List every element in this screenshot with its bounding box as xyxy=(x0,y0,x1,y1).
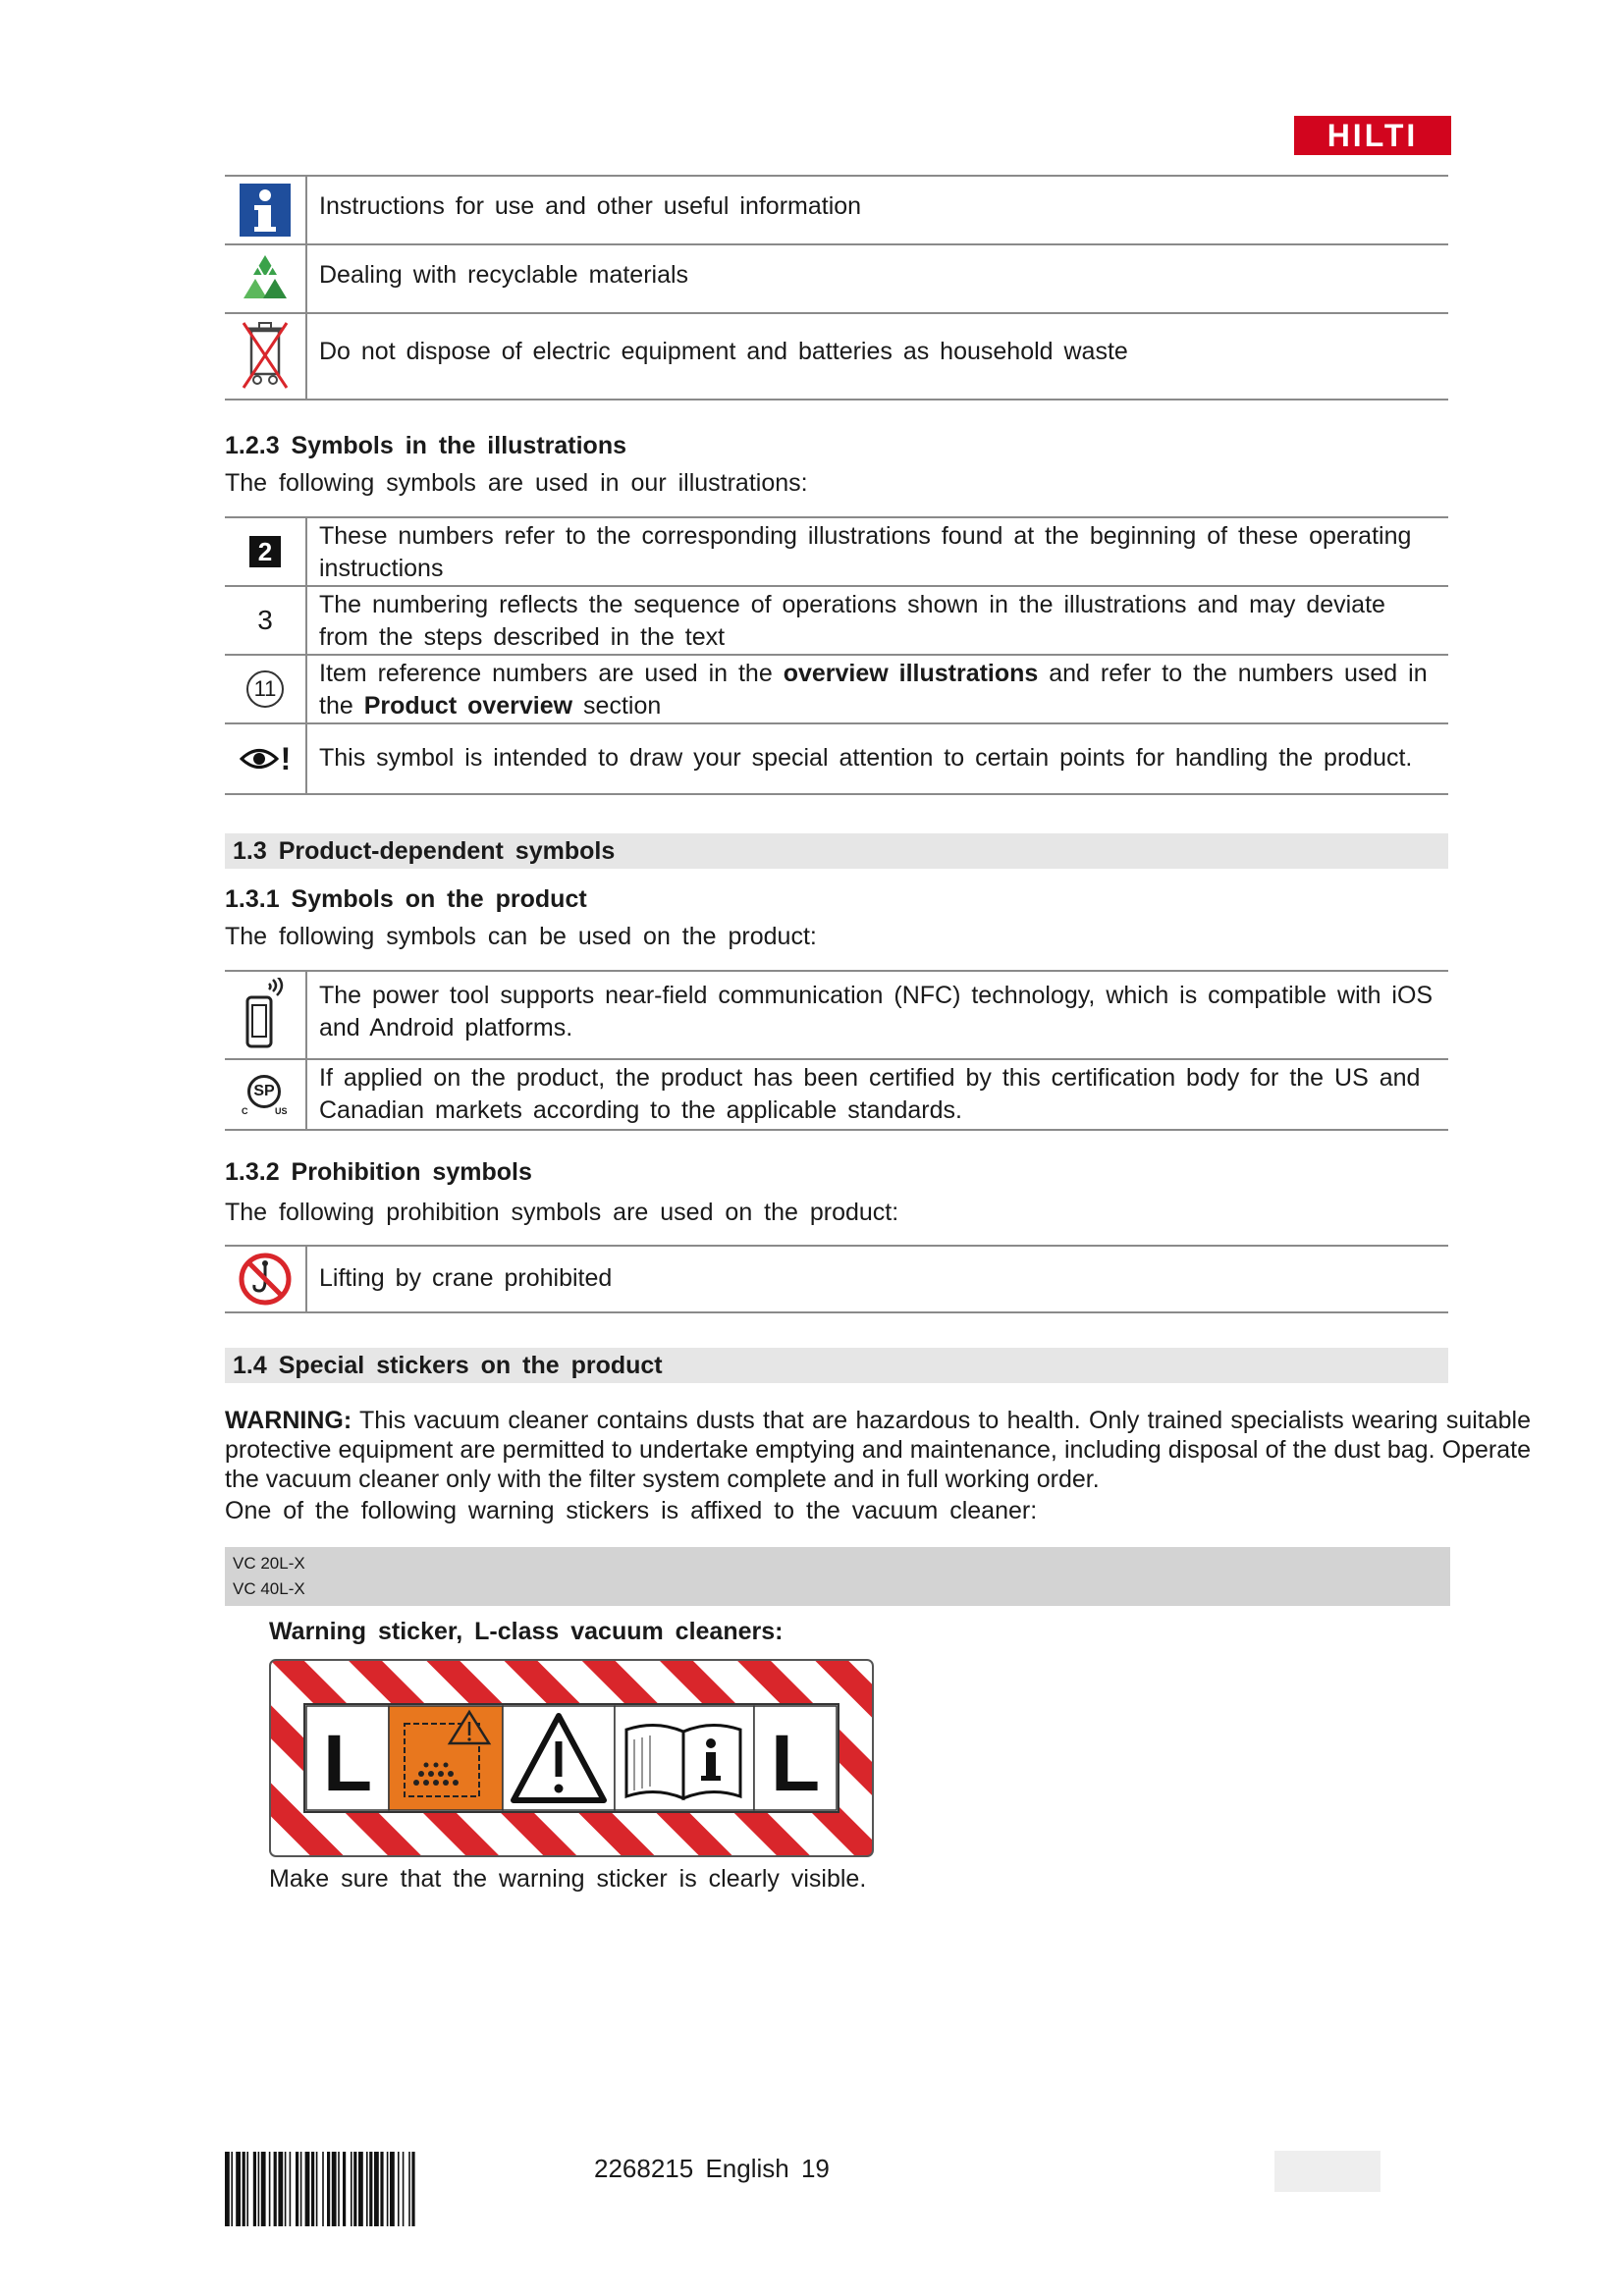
barcode-bar xyxy=(246,2152,248,2226)
barcode-bar xyxy=(269,2152,271,2226)
barcode-bar xyxy=(403,2152,405,2226)
table-row xyxy=(225,177,1448,245)
barcode-bar xyxy=(366,2152,368,2226)
barcode-bar xyxy=(225,2152,230,2226)
barcode-bar xyxy=(358,2152,363,2226)
barcode-bar xyxy=(290,2152,292,2226)
barcode-bar xyxy=(243,2152,245,2226)
section-1-3-1-heading: 1.3.1 Symbols on the product xyxy=(225,885,587,913)
sticker-letter-left: L xyxy=(322,1719,373,1808)
warning-text: This vacuum cleaner contains dusts that are hazardous to health. Only trained specialists wearing suitable protective equipment are permitted to undertake emptying and maintenance, including disposal of the dust bag. Operate the vacuum cleaner only with the filter system complete and in full working order. xyxy=(225,1407,1531,1493)
section-1-3-2-intro: The following prohibition symbols are used on the product: xyxy=(225,1199,899,1226)
barcode-bar xyxy=(231,2152,233,2226)
warning-paragraph xyxy=(225,1406,1531,1494)
table-row xyxy=(225,518,1448,587)
section-1-2-3-intro: The following symbols are used in our illustrations: xyxy=(225,469,808,497)
barcode-bar xyxy=(322,2152,324,2226)
section-1-3-2-heading: 1.3.2 Prohibition symbols xyxy=(225,1158,532,1186)
row-text-part: section xyxy=(572,692,662,720)
row-text: Dealing with recyclable materials xyxy=(319,261,689,289)
warning-label: WARNING: xyxy=(225,1407,352,1434)
item-reference-icon xyxy=(225,656,307,722)
sticker-title: Warning sticker, L-class vacuum cleaners: xyxy=(269,1618,784,1645)
barcode-bar xyxy=(390,2152,395,2226)
csa-c-label: C xyxy=(242,1106,248,1116)
barcode-bar xyxy=(408,2152,410,2226)
eye-attention-icon xyxy=(225,724,307,793)
row-text-bold: Product overview xyxy=(363,692,573,720)
warning-sticker xyxy=(267,1657,876,1859)
barcode-bar xyxy=(305,2152,310,2226)
table-row xyxy=(225,1247,1448,1313)
row-text: The power tool supports near-field communication (NFC) technology, which is compatible with iOS and Android platforms. xyxy=(319,982,1434,1041)
row-text: Lifting by crane prohibited xyxy=(319,1264,613,1292)
csa-cert-icon xyxy=(225,1060,307,1129)
section-1-3-1-intro: The following symbols can be used on the product: xyxy=(225,923,817,950)
logo-text: HILTI xyxy=(1326,118,1419,153)
barcode-bar xyxy=(374,2152,379,2226)
crossed-bin-icon xyxy=(225,314,307,399)
barcode-bar xyxy=(316,2152,318,2226)
table-row xyxy=(225,314,1448,400)
barcode-bar xyxy=(387,2152,389,2226)
section-1-2-3-heading: 1.2.3 Symbols in the illustrations xyxy=(225,432,626,459)
barcode-bar xyxy=(296,2152,298,2226)
model-variants-box xyxy=(225,1547,1450,1606)
barcode-bar xyxy=(398,2152,400,2226)
barcode-bar xyxy=(369,2152,372,2226)
table-row xyxy=(225,245,1448,314)
illustration-symbols-table xyxy=(225,516,1448,795)
sequence-number-label: 3 xyxy=(257,605,273,635)
no-crane-icon xyxy=(225,1247,307,1311)
footer-page-box xyxy=(1274,2151,1380,2192)
row-text: These numbers refer to the corresponding illustrations found at the beginning of these operating instructions xyxy=(319,522,1412,582)
hilti-logo xyxy=(1294,116,1451,155)
section-1-4-heading: 1.4 Special stickers on the product xyxy=(225,1348,1448,1383)
barcode-bar xyxy=(338,2152,340,2226)
recycle-icon xyxy=(225,245,307,312)
barcode-bar xyxy=(300,2152,302,2226)
csa-us-label: US xyxy=(275,1106,288,1116)
model-variant: VC 40L-X xyxy=(233,1579,305,1598)
barcode-bar xyxy=(274,2152,277,2226)
row-text xyxy=(307,656,1448,722)
attention-mark: ! xyxy=(280,740,292,776)
table-row xyxy=(225,587,1448,656)
number-box-label: 2 xyxy=(249,536,281,567)
sticker-letter-right: L xyxy=(770,1719,821,1808)
barcode-bar xyxy=(253,2152,256,2226)
table-row xyxy=(225,1060,1448,1131)
row-text: If applied on the product, the product has been certified by this certification body for the US and Canadian markets according to the applicable standards. xyxy=(319,1064,1421,1124)
product-symbols-table xyxy=(225,970,1448,1131)
barcode-bar xyxy=(343,2152,346,2226)
barcode xyxy=(225,2152,564,2226)
barcode-bar xyxy=(258,2152,260,2226)
nfc-phone-icon xyxy=(225,972,307,1058)
barcode-bar xyxy=(380,2152,383,2226)
barcode-bar xyxy=(261,2152,266,2226)
row-text: The numbering reflects the sequence of operations shown in the illustrations and may deviate from the steps described in the text xyxy=(319,591,1385,651)
csa-mark: SP xyxy=(247,1075,281,1108)
sticker-note: Make sure that the warning sticker is clearly visible. xyxy=(269,1865,867,1893)
info-icon xyxy=(225,177,307,243)
number-box-icon xyxy=(225,518,307,585)
barcode-bar xyxy=(327,2152,330,2226)
barcode-bar xyxy=(278,2152,283,2226)
row-text: Instructions for use and other useful information xyxy=(319,192,862,220)
row-text: This symbol is intended to draw your special attention to certain points for handling the product. xyxy=(319,744,1413,772)
general-symbols-table xyxy=(225,175,1448,400)
barcode-bar xyxy=(311,2152,314,2226)
barcode-bar xyxy=(332,2152,337,2226)
barcode-bar xyxy=(285,2152,287,2226)
row-text-part: and refer to the numbers used in the xyxy=(319,660,1428,720)
row-text: Do not dispose of electric equipment and batteries as household waste xyxy=(319,338,1128,365)
table-row xyxy=(225,656,1448,724)
row-text-part: Item reference numbers are used in the xyxy=(319,660,784,687)
sticker-intro: One of the following warning stickers is affixed to the vacuum cleaner: xyxy=(225,1497,1038,1524)
table-row xyxy=(225,972,1448,1060)
item-reference-label: 11 xyxy=(246,670,284,708)
section-1-3-heading: 1.3 Product-dependent symbols xyxy=(225,833,1448,869)
footer-doc-info: 2268215 English 19 xyxy=(594,2154,830,2183)
read-manual-icon xyxy=(626,1725,740,1798)
table-row xyxy=(225,724,1448,795)
barcode-bar xyxy=(353,2152,356,2226)
prohibition-symbols-table xyxy=(225,1245,1448,1313)
model-variant: VC 20L-X xyxy=(233,1554,305,1573)
barcode-bar xyxy=(236,2152,241,2226)
row-text-bold: overview illustrations xyxy=(783,660,1039,687)
sequence-number-icon xyxy=(225,587,307,654)
barcode-bar xyxy=(351,2152,352,2226)
barcode-bar xyxy=(411,2152,414,2226)
